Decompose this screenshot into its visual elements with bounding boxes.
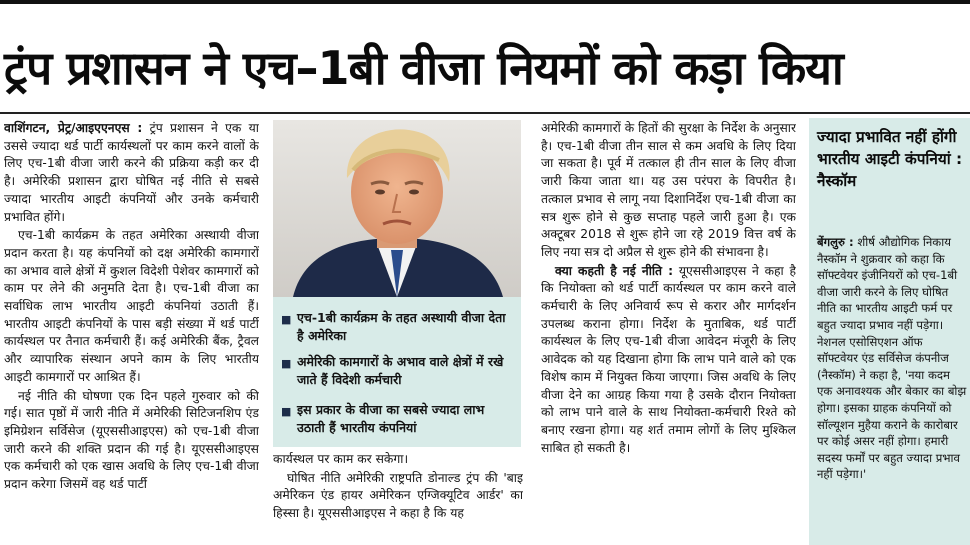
caption-text: इस प्रकार के वीजा का सबसे ज्यादा लाभ उठाती हैं भारतीय कंपनियां	[297, 402, 485, 435]
sidebar-box	[809, 118, 970, 545]
top-rule	[0, 0, 970, 4]
headline-rule	[0, 112, 970, 114]
sidebar-title: ज्यादा प्रभावित नहीं होंगी भारतीय आइटी कंपनियां : नैस्कॉम	[817, 128, 963, 190]
headline: ट्रंप प्रशासन ने एच–1बी वीजा नियमों को कड़ा किया	[4, 41, 843, 95]
subhead: क्या कहती है नई नीति :	[555, 263, 674, 278]
portrait-photo-icon	[273, 120, 521, 297]
paragraph-3: नई नीति की घोषणा एक दिन पहले गुरुवार को की गई। सात पृष्ठों में जारी नीति में अमेरिकी सिटिजनशिप एंड इमिग्रेशन सर्विसेज (यूएससीआइएस) को एच-1बी वीजा जारी करने की शक्ति प्रदान की गई है। यूएससीआइएस एक कर्मचारी को एक खास अवधि के लिए एच-1बी वीजा प्रदान करेगा जिसमें वह थर्ड पार्टी	[4, 388, 259, 492]
news-photo	[273, 120, 521, 297]
caption-item	[281, 401, 515, 437]
sidebar-dateline: बेंगलुरु :	[817, 235, 854, 249]
dateline: वाशिंगटन, प्रेट्र/आइएएनएस :	[4, 121, 143, 135]
caption-box	[273, 297, 521, 447]
paragraph-2: एच-1बी कार्यक्रम के तहत अमेरिका अस्थायी वीजा प्रदान करता है। यह कंपनियों को दक्ष अमेरिकी कामगारों का अभाव वाले क्षेत्रों में कुशल विदेशी पेशेवर कामगारों को काम पर लेने की अनुमति देता है। एच-1बी वीजा का सर्वाधिक लाभ भारतीय आइटी कंपनियां उठाती हैं। भारतीय आइटी कंपनियों के पास बड़ी संख्या में थर्ड पार्टी कार्यस्थल पर तैनात कर्मचारी हैं। कई अमेरिकी बैंक, ट्रैवल और व्यापारिक संस्थान अपने काम के लिए भारतीय आइटी कामगारों पर आश्रित हैं।	[4, 228, 259, 384]
caption-text: अमेरिकी कामगारों के अभाव वाले क्षेत्रों में रखे जाते हैं विदेशी कर्मचारी	[297, 354, 504, 387]
bullet-square-icon: ■	[281, 405, 292, 418]
paragraph-4: कार्यस्थल पर काम कर सकेगा।	[273, 452, 409, 466]
sidebar-body	[817, 234, 967, 483]
article-column-1	[4, 120, 259, 542]
caption-item	[281, 309, 515, 345]
bullet-square-icon: ■	[281, 357, 292, 370]
caption-text: एच-1बी कार्यक्रम के तहत अस्थायी वीजा देता है अमेरिका	[297, 310, 506, 343]
paragraph-7-text: यूएससीआइएस ने कहा है कि नियोक्ता को थर्ड पार्टी कार्यस्थल पर काम करने वाले कर्मचारी के लिए अनिवार्य रूप से करार और मार्गदर्शन उपलब्ध कराना होगा। निर्देश के मुताबिक, थर्ड पार्टी कार्यस्थल के लिए एच-1बी वीजा आवेदन मंजूरी के लिए आवेदक को यह दिखाना होगा कि लाभ पाने वाले को एक विशेष काम में नियुक्त किया जाएगा। जिस अवधि के लिए वीजा देने का आग्रह किया गया है उसके दौरान नियोक्ता को लाभ पाने वाले के साथ नियोक्ता-कर्मचारी रिश्ते को बनाए रखना होगा। यह शर्त तमाम लोगों के लिए मुश्किल साबित हो सकती है।	[541, 263, 796, 455]
sidebar-text: शीर्ष औद्योगिक निकाय नैस्कॉम ने शुक्रवार को कहा कि सॉफ्टवेयर इंजीनियरों को एच-1बी वीजा जारी करने के लिए घोषित नीति का भारतीय आइटी फर्म पर बहुत ज्यादा प्रभाव नहीं पड़ेगा। नेशनल एसोसिएशन ऑफ सॉफ्टवेयर एंड सर्विसेज कंपनीज (नैस्कॉम) ने कहा है, 'नया कदम एक अनावश्यक और बेकार का बोझ होगा। इसका ग्राहक कंपनियों को सॉल्यूशन मुहैया कराने के कारोबार पर कोई असर नहीं होगा। हमारी सदस्य फर्मों पर बहुत ज्यादा प्रभाव नहीं पड़ेगा।'	[817, 235, 967, 482]
paragraph-1	[4, 120, 259, 226]
paragraph-7	[541, 263, 796, 458]
paragraph-1-text: ट्रंप प्रशासन ने एक या उससे ज्यादा थर्ड पार्टी कार्यस्थलों पर काम करने वालों के लिए एच-1बी वीजा जारी करने की प्रक्रिया कड़ी कर दी है। अमेरिकी प्रशासन द्वारा घोषित नई नीति से सबसे ज्यादा भारतीय आइटी कंपनियों और उनके कर्मचारी प्रभावित होंगे।	[4, 121, 259, 224]
paragraph-6: अमेरिकी कामगारों के हितों की सुरक्षा के निर्देश के अनुसार है। एच-1बी वीजा तीन साल से कम अवधि के लिए दिया जा सकता है। पूर्व में तत्काल ही तीन साल के लिए वीजा जारी किया जाता था। यह उस परंपरा के विपरीत है। तत्काल प्रभाव से लागू नया दिशानिर्देश एच-1बी वीजा का सत्र शुरू होने से कुछ सप्ताह पहले जारी हुआ है। एक अक्टूबर 2018 से शुरू होने जा रहे 2019 वित्त वर्ष के लिए नया सत्र दो अप्रैल से शुरू होने की संभावना है।	[541, 121, 796, 259]
bullet-square-icon: ■	[281, 313, 292, 326]
article-column-3	[541, 120, 796, 542]
caption-item	[281, 353, 515, 389]
article-column-2	[273, 451, 523, 542]
paragraph-5: घोषित नीति अमेरिकी राष्ट्रपति डोनाल्ड ट्रंप की 'बाइ अमेरिकन एंड हायर अमेरिकन एग्जिक्यूटिव आर्डर' का हिस्सा है। यूएससीआइएस ने कहा है कि यह	[273, 470, 523, 521]
